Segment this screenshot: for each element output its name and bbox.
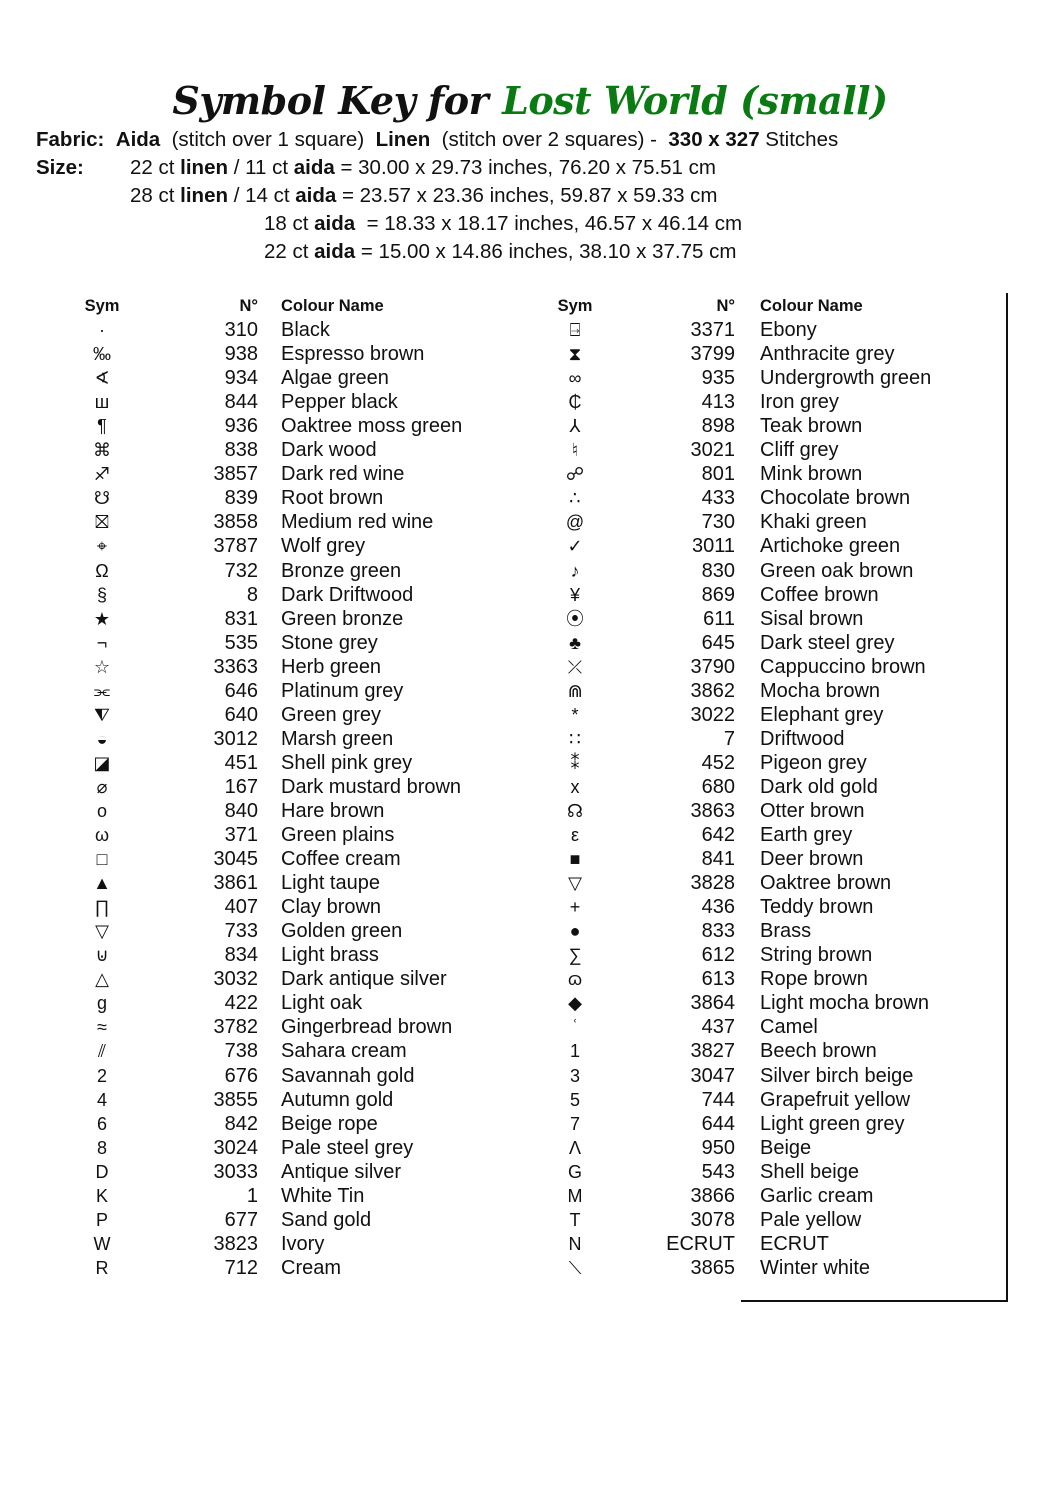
fabric-linen-note: (stitch over 2 squares) -	[441, 128, 657, 151]
size-dims: = 30.00 x 29.73 inches, 76.20 x 75.51 cm	[340, 156, 716, 179]
thread-number: 3033	[213, 1160, 258, 1183]
symbol-icon: ◆	[568, 993, 582, 1014]
fabric-aida-note: (stitch over 1 square)	[171, 128, 365, 151]
fabric-line	[36, 126, 838, 154]
thread-number: 3790	[690, 655, 735, 678]
symbol-icon: Λ	[568, 1137, 582, 1158]
colour-name: Dark old gold	[760, 775, 878, 798]
thread-number: 936	[224, 415, 258, 438]
symbol-icon: 7	[569, 1113, 580, 1134]
thread-number: 7	[723, 727, 735, 750]
symbol-icon: ☊	[567, 800, 583, 821]
symbol-icon: G	[567, 1161, 582, 1182]
symbol-icon: K	[95, 1185, 108, 1206]
thread-number: 732	[224, 559, 258, 582]
size-fabric: aida	[314, 212, 356, 235]
thread-number: 612	[701, 944, 735, 967]
symbol-icon: ◒	[96, 728, 108, 749]
symbol-icon: ω	[94, 825, 110, 846]
colour-name: Ivory	[281, 1232, 325, 1255]
symbol-icon: 4	[96, 1089, 107, 1110]
thread-number: 1	[246, 1184, 258, 1207]
thread-number: 730	[701, 511, 735, 534]
size-dims: = 18.33 x 18.17 inches, 46.57 x 46.14 cm	[360, 212, 743, 235]
colour-name: Dark antique silver	[281, 968, 447, 991]
colour-name: Cream	[281, 1256, 342, 1279]
colour-name: Wolf grey	[281, 535, 366, 558]
page-title	[0, 76, 1060, 126]
thread-number: 644	[701, 1112, 735, 1135]
colour-name: Grapefruit yellow	[760, 1088, 911, 1111]
thread-number: 535	[224, 631, 258, 654]
colour-name: Ebony	[760, 319, 817, 342]
symbol-icon: ⌘	[93, 440, 111, 461]
thread-number: 3787	[213, 535, 258, 558]
symbol-icon: ♮	[571, 440, 579, 461]
colour-name: Sahara cream	[281, 1040, 407, 1063]
thread-number: 3078	[690, 1208, 735, 1231]
symbol-icon: ⟍	[568, 1257, 582, 1278]
thread-number: 3823	[213, 1232, 258, 1255]
thread-number: 838	[224, 439, 258, 462]
colour-name: Undergrowth green	[760, 367, 932, 390]
colour-name: Deer brown	[760, 848, 864, 871]
symbol-icon: ε	[570, 825, 580, 846]
colour-name: Golden green	[281, 920, 403, 943]
symbol-icon: ∑	[568, 945, 582, 966]
thread-number: 3045	[213, 848, 258, 871]
thread-number: 841	[701, 848, 735, 871]
thread-number: 934	[224, 367, 258, 390]
colour-name: Coffee cream	[281, 848, 401, 871]
thread-number: 3032	[213, 968, 258, 991]
colour-name: Antique silver	[281, 1160, 402, 1183]
thread-number: 938	[224, 343, 258, 366]
thread-number: 676	[224, 1064, 258, 1087]
colour-name: Silver birch beige	[760, 1064, 914, 1087]
symbol-icon: ⁑	[570, 752, 580, 773]
thread-number: 738	[224, 1040, 258, 1063]
colour-name: Teak brown	[760, 415, 863, 438]
thread-number: 407	[224, 896, 258, 919]
thread-number: 801	[701, 463, 735, 486]
symbol-icon: ■	[569, 849, 581, 870]
symbol-icon: @	[565, 512, 585, 533]
symbol-icon: 3	[569, 1065, 580, 1086]
colour-name: Hare brown	[281, 799, 385, 822]
header-colour-name: Colour Name	[760, 297, 863, 315]
thread-number: 451	[224, 751, 258, 774]
symbol-icon: ☍	[565, 464, 585, 485]
header-number: N°	[716, 297, 735, 315]
colour-name: Anthracite grey	[760, 343, 895, 366]
size-row-3	[264, 210, 742, 238]
symbol-icon: M	[567, 1185, 583, 1206]
colour-name: Mocha brown	[760, 679, 881, 702]
thread-number: 3863	[690, 799, 735, 822]
table-border-bottom	[741, 1300, 1008, 1302]
thread-number: 677	[224, 1208, 258, 1231]
thread-number: 452	[701, 751, 735, 774]
table-border-right	[1006, 293, 1008, 1301]
thread-number: 3861	[213, 872, 258, 895]
header-colour-name: Colour Name	[281, 297, 384, 315]
colour-name: Dark red wine	[281, 463, 405, 486]
thread-number: 3866	[690, 1184, 735, 1207]
symbol-icon: ∷	[569, 728, 581, 749]
colour-name: Otter brown	[760, 799, 865, 822]
symbol-icon: 1	[569, 1041, 580, 1062]
thread-number: 3371	[690, 319, 735, 342]
symbol-icon: ⫽	[97, 1041, 107, 1062]
colour-name: Coffee brown	[760, 583, 879, 606]
symbol-icon: ⍈	[569, 320, 581, 341]
size-dims: = 15.00 x 14.86 inches, 38.10 x 37.75 cm	[360, 240, 737, 263]
colour-name: Elephant grey	[760, 703, 884, 726]
symbol-icon: ¶	[97, 416, 107, 437]
colour-name: Pale steel grey	[281, 1136, 414, 1159]
symbol-icon: N	[568, 1233, 582, 1254]
thread-number: 3855	[213, 1088, 258, 1111]
colour-name: Beech brown	[760, 1040, 877, 1063]
colour-name: Cliff grey	[760, 439, 839, 462]
symbol-icon: ♣	[569, 632, 581, 653]
symbol-icon: ☆	[93, 656, 111, 677]
thread-number: 613	[701, 968, 735, 991]
symbol-icon: ¥	[569, 584, 580, 605]
symbol-icon: ▲	[93, 873, 111, 894]
thread-number: 830	[701, 559, 735, 582]
thread-number: 3021	[690, 439, 735, 462]
symbol-icon: ⊍	[95, 945, 109, 966]
symbol-icon: ⧗	[568, 344, 582, 365]
size-sep: / 11 ct	[233, 156, 289, 179]
symbol-icon: ▽	[95, 921, 109, 942]
thread-number: 3862	[690, 679, 735, 702]
colour-name: Autumn gold	[281, 1088, 394, 1111]
colour-name: Medium red wine	[281, 511, 434, 534]
colour-name: Dark Driftwood	[281, 583, 414, 606]
symbol-icon: §	[96, 584, 107, 605]
symbol-icon: ⧨	[93, 704, 111, 725]
thread-number: 3827	[690, 1040, 735, 1063]
thread-number: 3363	[213, 655, 258, 678]
title-prefix: Symbol Key for	[172, 78, 489, 123]
symbol-icon: ♐	[93, 464, 111, 485]
colour-name: Green bronze	[281, 607, 404, 630]
thread-number: 869	[701, 583, 735, 606]
thread-number: 437	[701, 1016, 735, 1039]
stitches-label: Stitches	[765, 128, 839, 151]
size-row-4	[264, 238, 736, 266]
symbol-icon: ≈	[97, 1017, 107, 1038]
thread-number: 645	[701, 631, 735, 654]
size-label: Size:	[36, 156, 84, 179]
colour-name: Cappuccino brown	[760, 655, 926, 678]
symbol-icon: ∏	[94, 897, 110, 918]
size-fabric: aida	[295, 184, 337, 207]
colour-name: Green grey	[281, 703, 382, 726]
colour-name: Beige	[760, 1136, 812, 1159]
symbol-icon: ●	[569, 921, 581, 942]
thread-number: 3782	[213, 1016, 258, 1039]
colour-name: Herb green	[281, 655, 382, 678]
symbol-icon: ∞	[568, 368, 582, 389]
thread-number: 898	[701, 415, 735, 438]
colour-name: ECRUT	[760, 1232, 829, 1255]
size-count: 28 ct	[130, 184, 175, 207]
colour-name: String brown	[760, 944, 873, 967]
colour-name: Gingerbread brown	[281, 1016, 453, 1039]
symbol-icon: □	[96, 849, 108, 870]
symbol-icon: 6	[96, 1113, 107, 1134]
symbol-icon: ʿ	[572, 1017, 578, 1038]
size-count: 22 ct	[130, 156, 175, 179]
size-count: 22 ct	[264, 240, 309, 263]
colour-name: Light green grey	[760, 1112, 905, 1135]
colour-name: Dark mustard brown	[281, 775, 462, 798]
symbol-icon: W	[93, 1233, 111, 1254]
symbol-icon: ◪	[93, 752, 111, 773]
symbol-icon: o	[96, 800, 107, 821]
thread-number: ECRUT	[666, 1232, 735, 1255]
symbol-icon: T	[569, 1209, 581, 1230]
fabric-linen: Linen	[375, 128, 431, 151]
symbol-icon: ⌀	[96, 776, 108, 797]
colour-name: Brass	[760, 920, 812, 943]
size-row-2	[130, 182, 718, 210]
colour-name: Black	[281, 319, 330, 342]
header-sym: Sym	[557, 297, 593, 315]
thread-number: 3047	[690, 1064, 735, 1087]
thread-number: 831	[224, 607, 258, 630]
symbol-icon: △	[95, 969, 109, 990]
colour-name: Oaktree moss green	[281, 415, 463, 438]
size-fabric: aida	[314, 240, 356, 263]
symbol-icon: ⫘	[93, 680, 111, 701]
size-fabric: linen	[180, 184, 228, 207]
size-sep: / 14 ct	[233, 184, 290, 207]
thread-number: 543	[701, 1160, 735, 1183]
thread-number: 436	[701, 896, 735, 919]
size-dims: = 23.57 x 23.36 inches, 59.87 x 59.33 cm	[341, 184, 718, 207]
symbol-icon: ⅄	[569, 416, 581, 437]
thread-number: 371	[224, 824, 258, 847]
thread-number: 3011	[691, 535, 735, 558]
thread-number: 422	[224, 992, 258, 1015]
thread-number: 844	[224, 391, 258, 414]
symbol-icon: ⤫	[567, 656, 583, 677]
thread-number: 611	[703, 607, 735, 630]
thread-number: 3858	[213, 511, 258, 534]
colour-name: Espresso brown	[281, 343, 425, 366]
symbol-icon: x	[570, 776, 580, 797]
thread-number: 834	[224, 944, 258, 967]
symbol-icon: +	[569, 897, 581, 918]
symbol-icon: ∴	[569, 488, 581, 509]
thread-number: 3864	[690, 992, 735, 1015]
symbol-icon: ¬	[96, 632, 108, 653]
colour-name: Marsh green	[281, 727, 394, 750]
stitch-count: 330 x 327	[668, 128, 760, 151]
colour-name: Light oak	[281, 992, 363, 1015]
symbol-icon: R	[95, 1257, 109, 1278]
symbol-icon: ⌖	[96, 536, 108, 557]
thread-number: 3012	[213, 727, 258, 750]
symbol-icon: ▽	[568, 873, 582, 894]
symbol-icon: ɷ	[567, 969, 583, 990]
colour-name: Root brown	[281, 487, 384, 510]
symbol-icon: ☋	[94, 488, 110, 509]
colour-name: Dark wood	[281, 439, 377, 462]
colour-name: Light mocha brown	[760, 992, 929, 1015]
thread-number: 167	[224, 775, 258, 798]
thread-number: 3865	[690, 1256, 735, 1279]
colour-name: Stone grey	[281, 631, 378, 654]
thread-number: 950	[701, 1136, 735, 1159]
symbol-icon: ₵	[568, 392, 582, 413]
symbol-icon: *	[571, 704, 579, 725]
thread-number: 8	[246, 583, 258, 606]
colour-name: Khaki green	[760, 511, 867, 534]
symbol-icon: ∢	[94, 368, 110, 389]
thread-number: 3857	[213, 463, 258, 486]
size-count: 18 ct	[264, 212, 309, 235]
colour-name: Iron grey	[760, 391, 839, 414]
thread-number: 3828	[690, 872, 735, 895]
thread-number: 744	[701, 1088, 735, 1111]
colour-name: Sand gold	[281, 1208, 372, 1231]
colour-name: Oaktree brown	[760, 872, 892, 895]
thread-number: 3024	[213, 1136, 258, 1159]
colour-name: Camel	[760, 1016, 818, 1039]
colour-name: Chocolate brown	[760, 487, 911, 510]
symbol-icon: ·	[99, 320, 105, 341]
header-sym: Sym	[84, 297, 120, 315]
symbol-icon: ‰	[93, 344, 111, 365]
colour-name: Mink brown	[760, 463, 863, 486]
colour-name: Bronze green	[281, 559, 402, 582]
thread-number: 642	[701, 824, 735, 847]
colour-name: Rope brown	[760, 968, 868, 991]
header-number: N°	[239, 297, 258, 315]
colour-name: Green oak brown	[760, 559, 914, 582]
colour-name: White Tin	[281, 1184, 365, 1207]
symbol-icon: ♪	[570, 560, 580, 581]
colour-name: Garlic cream	[760, 1184, 874, 1207]
symbol-icon: ш	[94, 392, 110, 413]
colour-name: Pale yellow	[760, 1208, 862, 1231]
symbol-icon: ✓	[567, 536, 583, 557]
fabric-aida: Aida	[115, 128, 161, 151]
colour-name: Artichoke green	[760, 535, 901, 558]
thread-number: 840	[224, 799, 258, 822]
colour-name: Clay brown	[281, 896, 382, 919]
colour-name: Pigeon grey	[760, 751, 867, 774]
symbol-icon: 2	[96, 1065, 107, 1086]
thread-number: 733	[224, 920, 258, 943]
colour-name: Shell pink grey	[281, 751, 413, 774]
colour-name: Shell beige	[760, 1160, 859, 1183]
thread-number: 310	[224, 319, 258, 342]
thread-number: 680	[701, 775, 735, 798]
pattern-name: Lost World (small)	[502, 78, 888, 123]
thread-number: 3022	[690, 703, 735, 726]
thread-number: 839	[224, 487, 258, 510]
symbol-icon: 5	[569, 1089, 580, 1110]
thread-number: 646	[224, 679, 258, 702]
symbol-icon: P	[95, 1209, 108, 1230]
symbol-icon: ⦿	[566, 608, 584, 629]
size-label-row	[36, 154, 84, 182]
symbol-icon: ★	[93, 608, 111, 629]
thread-number: 433	[701, 487, 735, 510]
symbol-icon: D	[95, 1161, 109, 1182]
colour-name: Platinum grey	[281, 679, 404, 702]
thread-number: 712	[224, 1256, 258, 1279]
thread-number: 640	[224, 703, 258, 726]
colour-name: Savannah gold	[281, 1064, 415, 1087]
colour-name: Light brass	[281, 944, 379, 967]
fabric-label: Fabric:	[36, 128, 105, 151]
colour-name: Driftwood	[760, 727, 845, 750]
symbol-icon: ⛝	[95, 512, 109, 533]
colour-name: Green plains	[281, 824, 395, 847]
thread-number: 3799	[690, 343, 735, 366]
colour-name: Sisal brown	[760, 607, 864, 630]
size-row-1	[130, 154, 716, 182]
colour-name: Winter white	[760, 1256, 871, 1279]
colour-name: Pepper black	[281, 391, 398, 414]
symbol-icon: Ω	[95, 560, 109, 581]
symbol-icon: g	[96, 993, 107, 1014]
symbol-icon: 8	[96, 1137, 107, 1158]
colour-name: Teddy brown	[760, 896, 874, 919]
size-fabric: aida	[293, 156, 335, 179]
size-fabric: linen	[180, 156, 228, 179]
thread-number: 935	[701, 367, 735, 390]
thread-number: 833	[701, 920, 735, 943]
colour-name: Algae green	[281, 367, 389, 390]
colour-name: Dark steel grey	[760, 631, 895, 654]
thread-number: 842	[224, 1112, 258, 1135]
colour-name: Beige rope	[281, 1112, 378, 1135]
colour-name: Earth grey	[760, 824, 853, 847]
thread-number: 413	[701, 391, 735, 414]
symbol-icon: ⋒	[567, 680, 583, 701]
colour-name: Light taupe	[281, 872, 380, 895]
